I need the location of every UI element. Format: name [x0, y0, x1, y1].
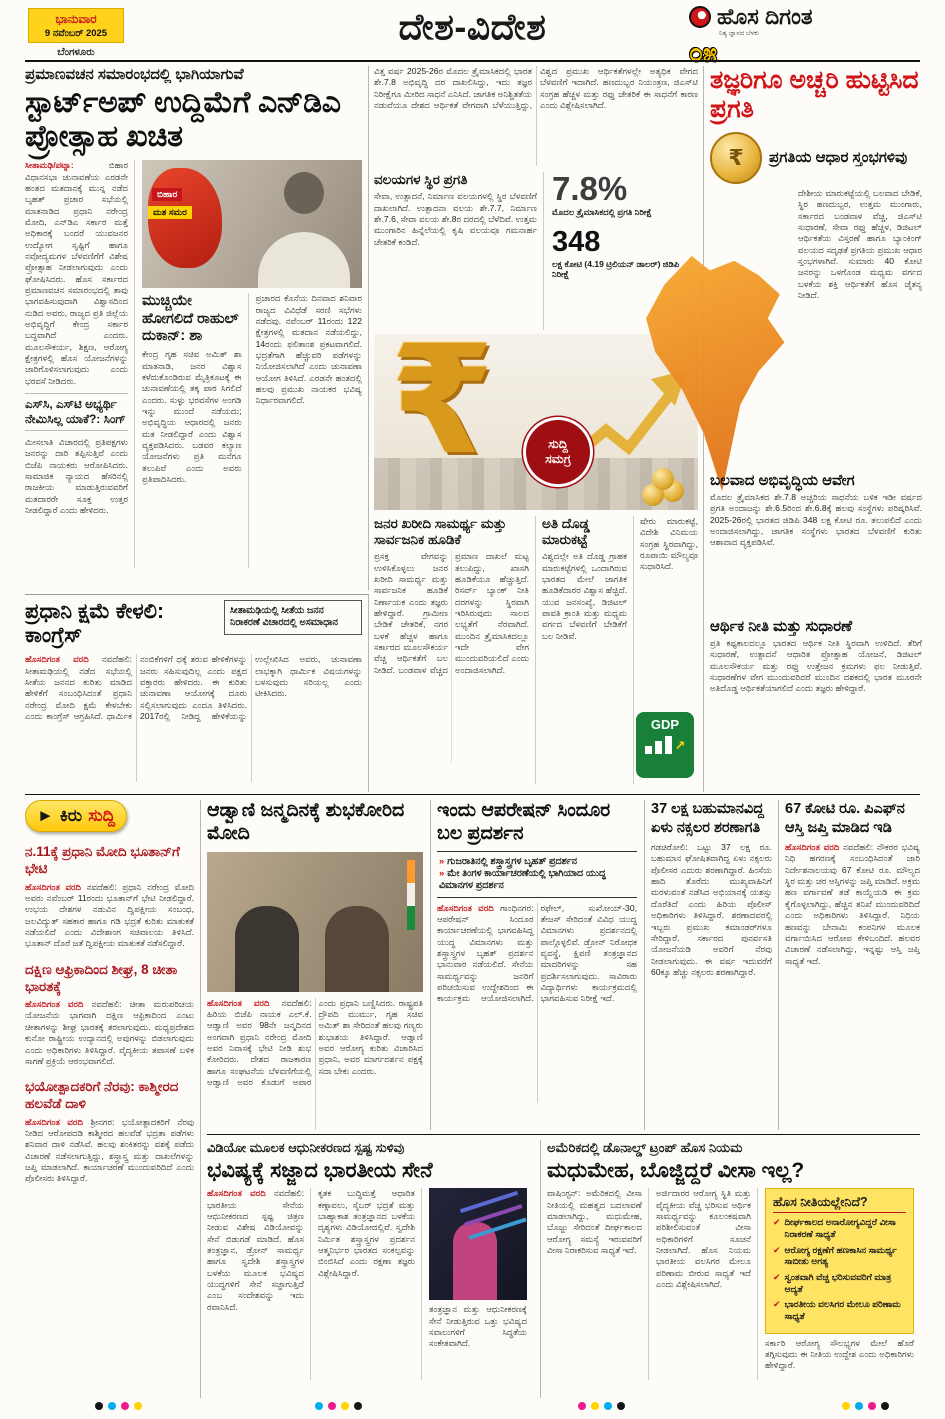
check-icon: ✔: [773, 1217, 781, 1228]
economy-sec4-body: ಷೇರು ಮಾರುಕಟ್ಟೆ, ವಿದೇಶಿ ವಿನಿಮಯ ಸಂಗ್ರಹ ಸ್ಥಿರವಾಗಿದ್ದು, ರೂಪಾಯಿ ಮೌಲ್ಯವೂ ಸುಧಾರಿಸಿದೆ.: [640, 516, 698, 572]
lead-body-col1: [25, 160, 128, 387]
stat-gdp-value: 348: [552, 225, 601, 258]
gdp-icon: [636, 712, 694, 778]
naxal-body: ಗಡಚಿರೋಲಿ: ಒಟ್ಟು 37 ಲಕ್ಷ ರೂ. ಬಹುಮಾನ ಘೋಷಿತವಾಗಿದ್ದ ಏಳು ನಕ್ಸಲರು ಪೊಲೀಸರ ಎದುರು ಶರಣಾಗಿದ್ದಾರೆ. ಹಿಂಸೆಯ ಹಾದಿ ತೊರೆದು ಮುಖ್ಯವಾಹಿನಿಗೆ ಮರಳುವಂತೆ ನಡೆಸಿದ ಅಭಿಯಾನಕ್ಕೆ ಯಶಸ್ಸು ದೊರೆತಿದೆ ಎಂದು ಹಿರಿಯ ಪೊಲೀಸ್ ಅಧಿಕಾರಿಗಳು ತಿಳಿಸಿದ್ದಾರೆ. ಶರಣಾದವರಲ್ಲಿ ಇಬ್ಬರು ಪ್ರಮುಖ ಕಮಾಂಡರ್‌ಗಳೂ ಸೇರಿದ್ದಾರೆ. ಸರ್ಕಾರದ ಪುನರ್ವಸತಿ ಯೋಜನೆಯಡಿ ಅವರಿಗೆ ನೆರವು ನೀಡಲಾಗುವುದು. ಈ ವರ್ಷ ಇದುವರೆಗೆ 60ಕ್ಕೂ ಹೆಚ್ಚು ನಕ್ಸಲರು ಶರಣಾಗಿದ್ದಾರೆ.: [651, 842, 772, 977]
briefs-column: [25, 800, 201, 1398]
ed-story: [785, 800, 920, 1130]
weekday-label: ಭಾನುವಾರ: [55, 12, 97, 26]
economy-sec1-body: ಸೇವಾ, ಉತ್ಪಾದನೆ, ನಿರ್ಮಾಣ ವಲಯಗಳಲ್ಲಿ ಸ್ಥಿರ ಬೆಳವಣಿಗೆ ದಾಖಲಾಗಿದೆ. ಉತ್ಪಾದನಾ ವಲಯ ಶೇ.7.7, ನಿರ್ಮಾಣ ಶೇ.7.6, ಸೇವಾ ವಲಯ ಶೇ.8ರ ದರದಲ್ಲಿ ಬೆಳೆದಿವೆ. ಉತ್ತಮ ಮುಂಗಾರಿನ ಹಿನ್ನೆಲೆಯಲ್ಲಿ ಕೃಷಿ ವಲಯವೂ ಗಮನಾರ್ಹ ಚೇತರಿಕೆ ಕಂಡಿದೆ.: [374, 191, 537, 247]
brief-title: ನ.11ಕ್ಕೆ ಪ್ರಧಾನಿ ಮೋದಿ ಭೂತಾನ್‌ಗೆ ಭೇಟಿ: [25, 844, 180, 877]
gdp-label: GDP: [650, 717, 680, 732]
brief-body-text: ಶ್ರೀನಗರ: ಭಯೋತ್ಪಾದಕರಿಗೆ ನೆರವು ನೀಡಿದ ಆರೋಪದಡಿ ಕಾಶ್ಮೀರದ ಹಲವೆಡೆ ಭದ್ರತಾ ಪಡೆಗಳು ಶನಿವಾರ ದಾಳಿ ನಡೆಸಿವೆ. ಹಲವು ಶಂಕಿತರನ್ನು ವಶಕ್ಕೆ ಪಡೆದು ವಿಚಾರಣೆ ನಡೆಸಲಾಗುತ್ತಿದ್ದು, ಶಸ್ತ್ರಾಸ್ತ್ರ ಮತ್ತು ದಾಖಲೆಗಳನ್ನು ಜಪ್ತಿ ಮಾಡಲಾಗಿದೆ. ಕಾರ್ಯಾಚರಣೆ ಮುಂದುವರಿದಿದೆ ಎಂದು ಪೊಲೀಸರು ತಿಳಿಸಿದ್ದಾರೆ.: [25, 1116, 194, 1184]
chevrons-icon: »: [439, 855, 445, 867]
edition-city: ಬೆಂಗಳೂರು: [57, 47, 95, 58]
map-label-election: ಮತ ಸಮರ: [148, 206, 192, 219]
registration-dots: [95, 1402, 142, 1410]
advani-body-text: ನವದೆಹಲಿ: ಹಿರಿಯ ಬಿಜೆಪಿ ನಾಯಕ ಎಲ್.ಕೆ. ಆಡ್ವಾಣಿ ಅವರ 98ನೇ ಜನ್ಮದಿನದ ಅಂಗವಾಗಿ ಪ್ರಧಾನಿ ನರೇಂದ್ರ ಮೋದಿ ಅವರ ನಿವಾಸಕ್ಕೆ ಭೇಟಿ ನೀಡಿ ಶುಭ ಕೋರಿದರು. ದೇಶದ ರಾಜಕಾರಣ ಹಾಗೂ ಸಂಘಟನೆಯ ಬೆಳವಣಿಗೆಯಲ್ಲಿ ಆಡ್ವಾಣಿ ಅವರ ಕೊಡುಗೆ ಅಪಾರ ಎಂದು ಪ್ರಧಾನಿ ಬಣ್ಣಿಸಿದರು. ರಾಷ್ಟ್ರಪತಿ ದ್ರೌಪದಿ ಮುರ್ಮು, ಗೃಹ ಸಚಿವ ಅಮಿತ್ ಶಾ ಸೇರಿದಂತೆ ಹಲವು ಗಣ್ಯರು ಶುಭಾಶಯ ತಿಳಿಸಿದ್ದಾರೆ. ಆಡ್ವಾಣಿ ಅವರ ಆರೋಗ್ಯ ಕುರಿತು ವಿಚಾರಿಸಿದ ಪ್ರಧಾನಿ, ಅವರ ಮಾರ್ಗದರ್ಶನ ಪಕ್ಷಕ್ಕೆ ಸದಾ ಬೇಕು ಎಂದರು.: [207, 997, 423, 1087]
ed-headline: 67 ಕೋಟಿ ರೂ. ಪಿಎಫ್‌ನ ಆಸ್ತಿ ಜಪ್ತಿ ಮಾಡಿದ ಇಡಿ: [785, 801, 905, 836]
chevrons-icon: »: [439, 867, 445, 879]
badge-line-2: ಸಮಗ್ರ: [545, 452, 571, 466]
brief-title: ಭಯೋತ್ಪಾದಕರಿಗೆ ನೆರವು: ಕಾಶ್ಮೀರದ ಹಲವೆಡೆ ದಾಳಿ: [25, 1079, 179, 1112]
modi-silhouette-body: [258, 232, 350, 288]
sindoor-headline: ಇಂದು ಆಪರೇಷನ್ ಸಿಂದೂರ ಬಲ ಪ್ರದರ್ಶನ: [437, 800, 611, 844]
army-body-col2: ಕೃತಕ ಬುದ್ಧಿಮತ್ತೆ ಆಧಾರಿತ ಕಣ್ಗಾವಲು, ಸೈಬರ್ ಭದ್ರತೆ ಮತ್ತು ಬಾಹ್ಯಾಕಾಶ ತಂತ್ರಜ್ಞಾನದ ಬಳಕೆಯ ದೃಶ್ಯಗಳು ವಿಡಿಯೋದಲ್ಲಿವೆ. ಸ್ವದೇಶಿ ನಿರ್ಮಿತ ಶಸ್ತ್ರಾಸ್ತ್ರಗಳ ಪ್ರದರ್ಶನ ಆತ್ಮನಿರ್ಭರ ಭಾರತದ ಸಂಕಲ್ಪವನ್ನು ಬಿಂಬಿಸಿದೆ ಎಂದು ರಕ್ಷಣಾ ತಜ್ಞರು ವಿಶ್ಲೇಷಿಸಿದ್ದಾರೆ.: [318, 1188, 415, 1278]
lead-body-col2: ಕೇಂದ್ರ ಗೃಹ ಸಚಿವ ಅಮಿತ್ ಶಾ ಮಾತನಾಡಿ, ಜನರ ವಿಶ್ವಾಸ ಕಳೆದುಕೊಂಡಿರುವ ಮೈತ್ರಿಕೂಟಕ್ಕೆ ಈ ಚುನಾವಣೆಯಲ್ಲಿ ತಕ್ಕ ಪಾಠ ಸಿಗಲಿದೆ ಎಂದರು. ಸುಳ್ಳು ಭರವಸೆಗಳ ಅಂಗಡಿ ಇನ್ನು ಮುಂದೆ ನಡೆಯದು; ಅಭಿವೃದ್ಧಿಯ ಆಧಾರದಲ್ಲಿ ಜನರು ಮತ ನೀಡಲಿದ್ದಾರೆ ಎಂದು ವಿಶ್ವಾಸ ವ್ಯಕ್ತಪಡಿಸಿದರು. ಬಡವರ ಕಲ್ಯಾಣ ಯೋಜನೆಗಳು ಪ್ರತಿ ಮನೆಗೂ ತಲುಪಿವೆ ಎಂದು ಅವರು ಪ್ರತಿಪಾದಿಸಿದರು.: [142, 349, 242, 485]
visa-box-item: ದೀರ್ಘಕಾಲದ ಅನಾರೋಗ್ಯವಿದ್ದರೆ ವೀಸಾ ನಿರಾಕರಣೆ ಸಾಧ್ಯತೆ: [784, 1217, 896, 1239]
analysis-sub1-body: ದೇಶೀಯ ಮಾರುಕಟ್ಟೆಯಲ್ಲಿ ಬಲವಾದ ಬೇಡಿಕೆ, ಸ್ಥಿರ ಹಣದುಬ್ಬರ, ಉತ್ತಮ ಮುಂಗಾರು, ಸರ್ಕಾರದ ಬಂಡವಾಳ ವೆಚ್ಚ, ಜಿಎಸ್‌ಟಿ ಸುಧಾರಣೆ, ಸೇವಾ ರಫ್ತು ಹೆಚ್ಚಳ, ಡಿಜಿಟಲ್ ಆರ್ಥಿಕತೆಯ ವಿಸ್ತರಣೆ ಹಾಗೂ ಬ್ಯಾಂಕಿಂಗ್ ವಲಯದ ಸದೃಢತೆ ಪ್ರಗತಿಯ ಪ್ರಮುಖ ಆಧಾರ ಸ್ತಂಭಗಳಾಗಿವೆ. ಸುಮಾರು 40 ಕೋಟಿ ಜನರನ್ನು ಒಳಗೊಂಡ ಮಧ್ಯಮ ವರ್ಗದ ಬಳಕೆಯ ಶಕ್ತಿ ಆರ್ಥಿಕತೆಗೆ ಹೊಸ ಚೈತನ್ಯ ನೀಡಿದೆ.: [798, 188, 922, 301]
lead-body-text-1: ಬಿಹಾರ ವಿಧಾನಸಭಾ ಚುನಾವಣೆಯ ಎರಡನೇ ಹಂತದ ಮತದಾನಕ್ಕೆ ಮುನ್ನ ನಡೆದ ಬೃಹತ್ ಪ್ರಚಾರ ಸಭೆಯಲ್ಲಿ ಮಾತನಾಡಿದ ಪ್ರಧಾನಿ ನರೇಂದ್ರ ಮೋದಿ, ಎನ್‌ಡಿಎ ಸರ್ಕಾರ ಮತ್ತೆ ಅಧಿಕಾರಕ್ಕೆ ಬಂದರೆ ಯುವಜನರ ಉದ್ಯೋಗ ಸೃಷ್ಟಿಗೆ ಹಾಗೂ ನವೋದ್ಯಮಗಳ ಬೆಳವಣಿಗೆಗೆ ವಿಶೇಷ ಪ್ರೋತ್ಸಾಹ ನೀಡಲಾಗುವುದು ಎಂದು ಘೋಷಿಸಿದರು. ಹೊಸ ಸರ್ಕಾರದ ಪ್ರಮಾಣವಚನ ಸಮಾರಂಭದಲ್ಲಿ ತಾವು ಭಾಗವಹಿಸುವುದಾಗಿ ವಿಶ್ವಾಸದಿಂದ ನುಡಿದ ಅವರು, ರಾಜ್ಯದ ಪ್ರತಿ ಜಿಲ್ಲೆಯ ಅಭಿವೃದ್ಧಿಗೆ ಕೇಂದ್ರ ಸರ್ಕಾರ ಬದ್ಧವಾಗಿದೆ ಎಂದರು. ಮೂಲಸೌಕರ್ಯ, ಶಿಕ್ಷಣ, ಆರೋಗ್ಯ ಕ್ಷೇತ್ರಗಳಲ್ಲಿ ಹೊಸ ಯೋಜನೆಗಳನ್ನು ಜಾರಿಗೊಳಿಸಲಾಗುವುದು ಎಂದು ಭರವಸೆ ನೀಡಿದರು.: [25, 160, 128, 386]
army-body-text-1: ನವದೆಹಲಿ: ಭಾರತೀಯ ಸೇನೆಯ ಆಧುನೀಕರಣದ ಸ್ಪಷ್ಟ ಚಿತ್ರಣ ನೀಡುವ ವಿಶೇಷ ವಿಡಿಯೋವನ್ನು ಸೇನೆ ಬಿಡುಗಡೆ ಮಾಡಿದೆ. ಹೊಸ ತಂತ್ರಜ್ಞಾನ, ಡ್ರೋನ್ ಸಾಮರ್ಥ್ಯ ಹಾಗೂ ಸ್ವದೇಶಿ ಶಸ್ತ್ರಾಸ್ತ್ರಗಳ ಬಳಕೆಯ ಮೂಲಕ ಭವಿಷ್ಯದ ಯುದ್ಧಗಳಿಗೆ ಸೇನೆ ಸಜ್ಜಾಗುತ್ತಿದೆ ಎಂಬ ಸಂದೇಶವನ್ನು ಇದು ರವಾನಿಸಿದೆ.: [207, 1188, 304, 1312]
registration-dots: [578, 1402, 625, 1410]
lead-kicker: ಪ್ರಮಾಣವಚನ ಸಮಾರಂಭದಲ್ಲಿ ಭಾಗಿಯಾಗುವೆ: [25, 66, 244, 83]
brief-title: ದಕ್ಷಿಣ ಆಫ್ರಿಕಾದಿಂದ ಶೀಘ್ರ, 8 ಚೀತಾ ಭಾರತಕ್ಕೆ: [25, 961, 178, 994]
congress-body-text: ನವದೆಹಲಿ: ಸೀತಾಮಢಿಯಲ್ಲಿ ನಡೆದ ಸಭೆಯಲ್ಲಿ ಸೀತೆಯ ಜನನದ ಕುರಿತು ಮಾಡಿದ ಹೇಳಿಕೆಗೆ ಸಂಬಂಧಿಸಿದಂತೆ ಪ್ರಧಾನಿ ನರೇಂದ್ರ ಮೋದಿ ಕ್ಷಮೆ ಕೇಳಬೇಕು ಎಂದು ಕಾಂಗ್ರೆಸ್ ಆಗ್ರಹಿಸಿದೆ. ಧಾರ್ಮಿಕ ನಂಬಿಕೆಗಳಿಗೆ ಧಕ್ಕೆ ತರುವ ಹೇಳಿಕೆಗಳನ್ನು ಜನರು ಸಹಿಸುವುದಿಲ್ಲ ಎಂದು ಪಕ್ಷದ ವಕ್ತಾರರು ಹೇಳಿದರು. ಈ ಕುರಿತು ಚುನಾವಣಾ ಆಯೋಗಕ್ಕೆ ದೂರು ಸಲ್ಲಿಸಲಾಗುವುದು ಎಂದೂ ತಿಳಿಸಿದರು. 2017ರಲ್ಲಿ ನೀಡಿದ್ದ ಹೇಳಿಕೆಯನ್ನು ಉಲ್ಲೇಖಿಸಿದ ಅವರು, ಚುನಾವಣಾ ಲಾಭಕ್ಕಾಗಿ ಧಾರ್ಮಿಕ ವಿಷಯಗಳನ್ನು ಬಳಸುವುದು ಸರಿಯಲ್ಲ ಎಂದು ಟೀಕಿಸಿದರು.: [25, 654, 362, 721]
sindoor-deck: [437, 851, 637, 898]
modi-silhouette: [284, 172, 324, 214]
congress-story: [25, 594, 369, 792]
visa-story: [547, 1140, 920, 1398]
coin-rupee-icon: ₹: [710, 132, 762, 184]
economy-intro: ವಿತ್ತ ವರ್ಷ 2025-26ರ ಮೊದಲ ತ್ರೈಮಾಸಿಕದಲ್ಲಿ ಭಾರತ ಶೇ.7.8 ಅಭಿವೃದ್ಧಿ ದರ ದಾಖಲಿಸಿದ್ದು, ಇದು ತಜ್ಞರ ನಿರೀಕ್ಷೆಗೂ ಮೀರಿದ ಸಾಧನೆ ಎನಿಸಿದೆ. ಜಾಗತಿಕ ಅನಿಶ್ಚಿತತೆಯ ನಡುವೆಯೂ ದೇಶದ ಆರ್ಥಿಕತೆ ವೇಗವಾಗಿ ಬೆಳೆಯುತ್ತಿದ್ದು, ವಿಶ್ವದ ಪ್ರಮುಖ ಆರ್ಥಿಕತೆಗಳಲ್ಲೇ ಅತ್ಯಧಿಕ ವೇಗದ ಬೆಳವಣಿಗೆ ಇದಾಗಿದೆ. ಹಣದುಬ್ಬರ ನಿಯಂತ್ರಣ, ಜಿಎಸ್‌ಟಿ ಸಂಗ್ರಹ ಹೆಚ್ಚಳ ಮತ್ತು ರಫ್ತು ಚೇತರಿಕೆ ಈ ಸಾಧನೆಗೆ ಕಾರಣ ಎಂದು ವಿಶ್ಲೇಷಿಸಲಾಗಿದೆ.: [374, 66, 698, 111]
brief-body: [25, 882, 194, 950]
analysis-sub2-title: ಬಲವಾದ ಅಭಿವೃದ್ಧಿಯ ಆವೇಗ: [710, 472, 855, 489]
masthead-logo-icon: [689, 6, 711, 28]
stat-gdp-caption: ಲಕ್ಷ ಕೋಟಿ (4.19 ಟ್ರಿಲಿಯನ್ ಡಾಲರ್) ಜಿಡಿಪಿ ನಿರೀಕ್ಷೆ: [552, 258, 680, 280]
congress-headline: ಪ್ರಧಾನಿ ಕ್ಷಮೆ ಕೇಳಲಿ: ಕಾಂಗ್ರೆಸ್: [25, 600, 165, 648]
brief-byline: ಹೊಸದಿಗಂತ ವರದಿ: [25, 1116, 84, 1127]
check-icon: ✔: [773, 1299, 781, 1310]
growth-analysis-story: [710, 66, 922, 792]
visa-box-item: ಭಾರತೀಯ ವಲಸಿಗರ ಮೇಲೂ ಪರಿಣಾಮ ಸಾಧ್ಯತೆ: [784, 1299, 901, 1321]
registration-dots: [842, 1402, 889, 1410]
visa-body-col1: ವಾಷಿಂಗ್ಟನ್: ಅಮೆರಿಕದಲ್ಲಿ ವೀಸಾ ನೀತಿಯಲ್ಲಿ ಮಹತ್ವದ ಬದಲಾವಣೆ ಮಾಡಲಾಗಿದ್ದು, ಮಧುಮೇಹ, ಬೊಜ್ಜು ಸೇರಿದಂತೆ ದೀರ್ಘಕಾಲದ ಆರೋಗ್ಯ ಸಮಸ್ಯೆ ಇರುವವರಿಗೆ ವೀಸಾ ನಿರಾಕರಿಸುವ ಸಾಧ್ಯತೆ ಇದೆ.: [547, 1188, 642, 1255]
visa-box-item: ಸ್ವಂತವಾಗಿ ವೆಚ್ಚ ಭರಿಸುವವರಿಗೆ ಮಾತ್ರ ಆದ್ಯತೆ: [784, 1271, 892, 1294]
economy-sec3-body: ವಿಶ್ವದಲ್ಲೇ ಅತಿ ದೊಡ್ಡ ಗ್ರಾಹಕ ಮಾರುಕಟ್ಟೆಗಳಲ್ಲಿ ಒಂದಾಗಿರುವ ಭಾರತದ ಮೇಲೆ ಜಾಗತಿಕ ಹೂಡಿಕೆದಾರರ ವಿಶ್ವಾಸ ಹೆಚ್ಚಿದೆ. ಯುವ ಜನಸಂಖ್ಯೆ, ಡಿಜಿಟಲ್ ಪಾವತಿ ಕ್ರಾಂತಿ ಮತ್ತು ಮಧ್ಯಮ ವರ್ಗದ ಬೆಳವಣಿಗೆ ಬೇಡಿಕೆಗೆ ಬಲ ನೀಡಿವೆ.: [542, 551, 627, 641]
rupee-graphic-scene: [374, 334, 698, 510]
coin-icon: [652, 468, 674, 490]
economy-sec2-title: ಜನರ ಖರೀದಿ ಸಾಮರ್ಥ್ಯ ಮತ್ತು ಸಾರ್ವಜನಿಕ ಹೂಡಿಕೆ: [374, 516, 507, 548]
check-icon: ✔: [773, 1271, 781, 1282]
analysis-sub3-body: ಪ್ರತಿ ಕಷ್ಟಕಾಲದಲ್ಲೂ ಭಾರತದ ಆರ್ಥಿಕ ನೀತಿ ಸ್ಥಿರವಾಗಿ ಉಳಿದಿದೆ. ತೆರಿಗೆ ಸುಧಾರಣೆ, ಉತ್ಪಾದನೆ ಆಧಾರಿತ ಪ್ರೋತ್ಸಾಹ ಯೋಜನೆ, ಡಿಜಿಟಲ್ ಮೂಲಸೌಕರ್ಯ ಮತ್ತು ರಫ್ತು ಉತ್ತೇಜನ ಕ್ರಮಗಳು ಫಲ ನೀಡುತ್ತಿವೆ. ಸುಧಾರಣೆಗಳ ವೇಗ ಮುಂದುವರಿದರೆ ಮುಂದಿನ ದಶಕದಲ್ಲಿ ಭಾರತ ಮೂರನೇ ಅತಿದೊಡ್ಡ ಆರ್ಥಿಕತೆಯಾಗಲಿದೆ ಎಂದು ತಜ್ಞರು ಹೇಳಿದ್ದಾರೆ.: [710, 638, 922, 694]
sindoor-bullet-1: ಗುಜರಾತಿನಲ್ಲಿ ಶಸ್ತ್ರಾಸ್ತ್ರಗಳ ಬೃಹತ್ ಪ್ರದರ್ಶನ: [447, 855, 578, 867]
sindoor-body: [437, 903, 637, 1103]
army-byline: ಹೊಸದಿಗಂತ ವರದಿ: [207, 1188, 266, 1199]
army-photo: [429, 1188, 527, 1300]
congress-deck-box: ಸೀತಾಮಢಿಯಲ್ಲಿ ಸೀತೆಯ ಜನನ ನಿರಾಕರಣೆ ವಿಚಾರದಲ್ಲಿ ಅಸಮಾಧಾನ: [224, 600, 362, 635]
advani-photo: [207, 852, 423, 992]
sindoor-body-text: ಗಾಂಧಿನಗರ: ಆಪರೇಷನ್ ಸಿಂದೂರ ಕಾರ್ಯಾಚರಣೆಯಲ್ಲಿ ಭಾಗವಹಿಸಿದ್ದ ಯುದ್ಧ ವಿಮಾನಗಳು ಮತ್ತು ಶಸ್ತ್ರಾಸ್ತ್ರಗಳ ಬೃಹತ್ ಪ್ರದರ್ಶನ ಭಾನುವಾರ ನಡೆಯಲಿದೆ. ಸೇನೆಯ ಸಾಮರ್ಥ್ಯವನ್ನು ಜನರಿಗೆ ಪರಿಚಯಿಸುವ ಉದ್ದೇಶದಿಂದ ಈ ಕಾರ್ಯಕ್ರಮ ಆಯೋಜಿಸಲಾಗಿದೆ. ರಫೇಲ್, ಸುಖೋಯ್-30, ತೇಜಸ್ ಸೇರಿದಂತೆ ವಿವಿಧ ಯುದ್ಧ ವಿಮಾನಗಳು ಪ್ರದರ್ಶನದಲ್ಲಿ ಪಾಲ್ಗೊಳ್ಳಲಿವೆ. ಡ್ರೋನ್ ನಿರೋಧಕ ವ್ಯವಸ್ಥೆ, ಕ್ಷಿಪಣಿ ತಂತ್ರಜ್ಞಾನದ ಮಾದರಿಗಳನ್ನು ಸಹ ಪ್ರದರ್ಶಿಸಲಾಗುವುದು. ಸಾವಿರಾರು ವಿದ್ಯಾರ್ಥಿಗಳು ಕಾರ್ಯಕ್ರಮದಲ್ಲಿ ಭಾಗವಹಿಸುವ ನಿರೀಕ್ಷೆ ಇದೆ.: [437, 902, 637, 1004]
figure-silhouette: [235, 906, 299, 992]
congress-body: [25, 654, 362, 782]
masthead-tagline: ನಿತ್ಯ ಜ್ಞಾನದ ಬೆಳಕು: [719, 30, 760, 37]
lead-photo: [142, 160, 362, 288]
economy-sec1-title: ವಲಯಗಳ ಸ್ಥಿರ ಪ್ರಗತಿ: [374, 172, 468, 187]
visa-headline: ಮಧುಮೇಹ, ಬೊಜ್ಜಿದ್ದರೆ ವೀಸಾ ಇಲ್ಲ?: [547, 1159, 805, 1182]
naxal-story: [651, 800, 779, 1130]
advani-headline: ಆಡ್ವಾಣಿ ಜನ್ಮದಿನಕ್ಕೆ ಶುಭಕೋರಿದ ಮೋದಿ: [207, 800, 405, 844]
briefs-badge-label-a: ಕಿರು: [59, 806, 83, 825]
brief-byline: ಹೊಸದಿಗಂತ ವರದಿ: [25, 999, 84, 1010]
brief-body: [25, 1117, 194, 1185]
page-title: ದೇಶ-ವಿದೇಶ: [398, 6, 547, 47]
army-body-col3: ತಂತ್ರಜ್ಞಾನ ಮತ್ತು ಆಧುನೀಕರಣಕ್ಕೆ ಸೇನೆ ನೀಡುತ್ತಿರುವ ಒತ್ತು ಭವಿಷ್ಯದ ಸವಾಲುಗಳಿಗೆ ಸಿದ್ಧತೆಯ ಸಂಕೇತವಾಗಿದೆ.: [429, 1304, 527, 1349]
check-icon: ✔: [773, 1244, 781, 1255]
lead-subheadline-1: ಮುಚ್ಚಿಯೇ ಹೋಗಲಿದೆ ರಾಹುಲ್ ದುಕಾನ್: ಶಾ: [142, 293, 239, 344]
masthead: [689, 4, 917, 68]
gdp-bars-icon: [636, 736, 694, 754]
economy-sec3-title: ಅತಿ ದೊಡ್ಡ ಮಾರುಕಟ್ಟೆ: [542, 516, 590, 548]
brief-body: [25, 999, 194, 1067]
header-rule: [25, 60, 920, 62]
brief-body-text: ನವದೆಹಲಿ: ಚೀತಾ ಮರುಪರಿಚಯ ಯೋಜನೆಯ ಭಾಗವಾಗಿ ದಕ್ಷಿಣ ಆಫ್ರಿಕಾದಿಂದ ಎಂಟು ಚೀತಾಗಳನ್ನು ಶೀಘ್ರ ಭಾರತಕ್ಕೆ ತರಲಾಗುವುದು. ಮಧ್ಯಪ್ರದೇಶದ ಕುನೋ ರಾಷ್ಟ್ರೀಯ ಉದ್ಯಾನದಲ್ಲಿ ಅವುಗಳನ್ನು ಬಿಡಲಾಗುವುದು ಎಂದು ಅಧಿಕಾರಿಗಳು ತಿಳಿಸಿದ್ದಾರೆ. ವೈದ್ಯಕೀಯ ತಪಾಸಣೆ ಬಳಿಕ ಸಾಗಣೆ ಪ್ರಕ್ರಿಯೆ ಆರಂಭವಾಗಲಿದೆ.: [25, 999, 194, 1066]
sindoor-byline: ಹೊಸದಿಗಂತ ವರದಿ: [437, 902, 494, 913]
soldier-figure-graphic: [453, 1222, 497, 1300]
advani-story: [207, 800, 431, 1130]
sindoor-story: [437, 800, 645, 1130]
visa-kicker: ಅಮೆರಿಕದಲ್ಲಿ ಡೊನಾಲ್ಡ್ ಟ್ರಂಪ್ ಹೊಸ ನಿಯಮ: [547, 1140, 743, 1155]
figure-silhouette: [325, 906, 389, 992]
masthead-name: ಹೊಸ ದಿಗಂತ: [717, 4, 813, 29]
army-body-col1: [207, 1188, 304, 1313]
briefs-badge: [25, 800, 127, 832]
brief-body-text: ನವದೆಹಲಿ: ಪ್ರಧಾನಿ ನರೇಂದ್ರ ಮೋದಿ ಅವರು ನವೆಂಬರ್ 11ರಂದು ಭೂತಾನ್‌ಗೆ ಭೇಟಿ ನೀಡಲಿದ್ದಾರೆ. ಉಭಯ ದೇಶಗಳ ನಡುವಿನ ದ್ವಿಪಕ್ಷೀಯ ಸಂಬಂಧ, ಜಲವಿದ್ಯುತ್ ಸಹಕಾರ ಹಾಗೂ ಗಡಿ ಭದ್ರತೆ ಕುರಿತು ಮಾತುಕತೆ ನಡೆಯಲಿದೆ ಎಂದು ವಿದೇಶಾಂಗ ಸಚಿವಾಲಯ ತಿಳಿಸಿದೆ. ಭೂತಾನ್ ದೊರೆ ಜತೆ ದ್ವಿಪಕ್ಷೀಯ ಮಾತುಕತೆ ನಡೆಸಲಿದ್ದಾರೆ.: [25, 881, 194, 949]
analysis-sub1-title: ಪ್ರಗತಿಯ ಆಧಾರ ಸ್ತಂಭಗಳಿವು: [769, 149, 908, 166]
stat-growth-value: 7.8%: [552, 172, 628, 207]
economy-sec2-body: ಪ್ರಸಕ್ತ ವೇಗವನ್ನು ಉಳಿಸಿಕೊಳ್ಳಲು ಜನರ ಖರೀದಿ ಸಾಮರ್ಥ್ಯ ಮತ್ತು ಸಾರ್ವಜನಿಕ ಹೂಡಿಕೆ ನಿರ್ಣಾಯಕ ಎಂದು ತಜ್ಞರು ಹೇಳಿದ್ದಾರೆ. ಗ್ರಾಮೀಣ ಬೇಡಿಕೆ ಚೇತರಿಕೆ, ನಗರ ಬಳಕೆ ಹೆಚ್ಚಳ ಹಾಗೂ ಸರ್ಕಾರದ ಮೂಲಸೌಕರ್ಯ ವೆಚ್ಚ ಆರ್ಥಿಕತೆಗೆ ಬಲ ನೀಡಿದೆ. ಬಂಡವಾಳ ವೆಚ್ಚದ ಪ್ರಮಾಣ ದಾಖಲೆ ಮಟ್ಟ ತಲುಪಿದ್ದು, ಖಾಸಗಿ ಹೂಡಿಕೆಯೂ ಹೆಚ್ಚುತ್ತಿದೆ. ರಿಸರ್ವ್ ಬ್ಯಾಂಕ್ ನೀತಿ ದರಗಳನ್ನು ಸ್ಥಿರವಾಗಿ ಇರಿಸಿರುವುದು ಸಾಲದ ಲಭ್ಯತೆಗೆ ನೆರವಾಗಿದೆ. ಮುಂದಿನ ತ್ರೈಮಾಸಿಕದಲ್ಲೂ ಇದೇ ವೇಗ ಮುಂದುವರಿಯಲಿದೆ ಎಂದು ಅಂದಾಜಿಸಲಾಗಿದೆ.: [374, 551, 529, 675]
visa-body-col2: ಅರ್ಜಿದಾರರ ಆರೋಗ್ಯ ಸ್ಥಿತಿ ಮತ್ತು ವೈದ್ಯಕೀಯ ವೆಚ್ಚ ಭರಿಸುವ ಆರ್ಥಿಕ ಸಾಮರ್ಥ್ಯವನ್ನು ಕೂಲಂಕಷವಾಗಿ ಪರಿಶೀಲಿಸುವಂತೆ ವೀಸಾ ಅಧಿಕಾರಿಗಳಿಗೆ ಸೂಚನೆ ನೀಡಲಾಗಿದೆ. ಹೊಸ ನಿಯಮ ಭಾರತೀಯ ವಲಸಿಗರ ಮೇಲೂ ಪರಿಣಾಮ ಬೀರುವ ಸಾಧ್ಯತೆ ಇದೆ ಎಂದು ವಿಶ್ಲೇಷಿಸಲಾಗಿದೆ.: [656, 1188, 751, 1289]
army-headline: ಭವಿಷ್ಯಕ್ಕೆ ಸಜ್ಜಾದ ಭಾರತೀಯ ಸೇನೆ: [207, 1159, 433, 1182]
visa-box-item: ಆರೋಗ್ಯ ರಕ್ಷಣೆಗೆ ಹಣಕಾಸಿನ ಸಾಮರ್ಥ್ಯ ಸಾಬೀತು ಅಗತ್ಯ: [784, 1244, 897, 1267]
news-roundup-badge: [526, 420, 590, 484]
naxal-headline: 37 ಲಕ್ಷ ಬಹುಮಾನವಿದ್ದ ಏಳು ನಕ್ಸಲರ ಶರಣಾಗತಿ: [651, 801, 764, 836]
analysis-headline: ತಜ್ಞರಿಗೂ ಅಚ್ಚರಿ ಹುಟ್ಟಿಸಿದ ಪ್ರಗತಿ: [710, 66, 919, 123]
ed-body-text: ನವದೆಹಲಿ: ನೌಕರರ ಭವಿಷ್ಯ ನಿಧಿ ಹಗರಣಕ್ಕೆ ಸಂಬಂಧಿಸಿದಂತೆ ಜಾರಿ ನಿರ್ದೇಶನಾಲಯವು 67 ಕೋಟಿ ರೂ. ಮೌಲ್ಯದ ಸ್ಥಿರ ಮತ್ತು ಚರ ಆಸ್ತಿಗಳನ್ನು ಜಪ್ತಿ ಮಾಡಿದೆ. ಅಕ್ರಮ ಹಣ ವರ್ಗಾವಣೆ ತಡೆ ಕಾಯ್ದೆಯಡಿ ಈ ಕ್ರಮ ಕೈಗೊಳ್ಳಲಾಗಿದ್ದು, ಹೆಚ್ಚಿನ ತನಿಖೆ ಮುಂದುವರಿದಿದೆ ಎಂದು ಅಧಿಕಾರಿಗಳು ತಿಳಿಸಿದ್ದಾರೆ. ನಿಧಿಯ ಹಣವನ್ನು ಬೇನಾಮಿ ಕಂಪನಿಗಳ ಮೂಲಕ ವರ್ಗಾಯಿಸಿದ ಆರೋಪ ಕೇಳಿಬಂದಿದೆ. ಹಲವರ ವಿಚಾರಣೆ ನಡೆಸಲಾಗಿದ್ದು, ಇನ್ನಷ್ಟು ಆಸ್ತಿ ಜಪ್ತಿ ಸಾಧ್ಯತೆ ಇದೆ.: [785, 842, 920, 966]
lead-body-text-2: ಮೀಸಲಾತಿ ವಿಚಾರದಲ್ಲಿ ಪ್ರತಿಪಕ್ಷಗಳು ಜನರನ್ನು ದಾರಿ ತಪ್ಪಿಸುತ್ತಿವೆ ಎಂದು ಬಿಜೆಪಿ ನಾಯಕರು ಆರೋಪಿಸಿದರು. ಸಾಮಾಜಿಕ ನ್ಯಾಯದ ಹೆಸರಿನಲ್ಲಿ ರಾಜಕೀಯ ಮಾಡುತ್ತಿರುವವರಿಗೆ ಮತದಾರರೇ ಸೂಕ್ತ ಉತ್ತರ ನೀಡಲಿದ್ದಾರೆ ಎಂದು ಹೇಳಿದರು.: [25, 437, 128, 516]
visa-info-box: [765, 1188, 914, 1334]
brief-byline: ಹೊಸದಿಗಂತ ವರದಿ: [25, 881, 82, 892]
army-story: [207, 1140, 541, 1398]
sindoor-bullet-2: ಮೇ ತಿಂಗಳ ಕಾರ್ಯಾಚರಣೆಯಲ್ಲಿ ಭಾಗಿಯಾದ ಯುದ್ಧ ವಿಮಾನಗಳ ಪ್ರದರ್ಶನ: [439, 867, 606, 892]
registration-dots: [315, 1402, 362, 1410]
visa-body-col3: ಸರ್ಕಾರಿ ಆರೋಗ್ಯ ಸೌಲಭ್ಯಗಳ ಮೇಲೆ ಹೊರೆ ತಗ್ಗಿಸುವುದು ಈ ನೀತಿಯ ಉದ್ದೇಶ ಎಂದು ಅಧಿಕಾರಿಗಳು ಹೇಳಿದ್ದಾರೆ.: [765, 1337, 914, 1371]
badge-line-1: ಸುದ್ದಿ: [548, 437, 568, 451]
lead-dateline: ಸೀತಾಮಢಿ/ಪಟ್ನಾ:: [25, 160, 74, 171]
section-rule: [25, 794, 920, 795]
analysis-sub3-title: ಆರ್ಥಿಕ ನೀತಿ ಮತ್ತು ಸುಧಾರಣೆ: [710, 618, 853, 635]
ed-body: [785, 842, 920, 1092]
advani-body: [207, 998, 423, 1130]
rupee-symbol-graphic: ₹: [390, 334, 495, 488]
light-streaks-graphic: [460, 1191, 518, 1213]
congress-byline: ಹೊಸದಿಗಂತ ವರದಿ: [25, 654, 89, 665]
date-label: 9 ನವೆಂಬರ್ 2025: [44, 28, 108, 39]
economy-feature: [374, 66, 704, 792]
gdp-up-arrow-icon: ↗: [674, 738, 686, 753]
advani-byline: ಹೊಸದಿಗಂತ ವರದಿ: [207, 997, 270, 1008]
page-number: ೦೫: [689, 39, 718, 67]
briefs-badge-label-b: ಸುದ್ದಿ: [88, 806, 116, 825]
section-rule: [207, 1134, 920, 1135]
ed-byline: ಹೊಸದಿಗಂತ ವರದಿ: [785, 842, 840, 853]
pointer-icon: ►: [37, 806, 54, 825]
lead-story: [25, 66, 369, 590]
map-label-bihar: ಬಿಹಾರ: [152, 188, 182, 201]
lead-body-col3: ಪ್ರಚಾರದ ಕೊನೆಯ ದಿನವಾದ ಶನಿವಾರ ರಾಜ್ಯದ ವಿವಿಧೆಡೆ ಸರಣಿ ಸಭೆಗಳು ನಡೆದವು. ನವೆಂಬರ್ 11ರಂದು 122 ಕ್ಷೇತ್ರಗಳಲ್ಲಿ ಮತದಾನ ನಡೆಯಲಿದ್ದು, 14ರಂದು ಫಲಿತಾಂಶ ಪ್ರಕಟವಾಗಲಿದೆ. ಭದ್ರತೆಗಾಗಿ ಹೆಚ್ಚುವರಿ ಪಡೆಗಳನ್ನು ನಿಯೋಜಿಸಲಾಗಿದೆ ಎಂದು ಚುನಾವಣಾ ಆಯೋಗ ತಿಳಿಸಿದೆ. ಎರಡನೇ ಹಂತದಲ್ಲಿ ಹಲವು ಪ್ರಮುಖ ನಾಯಕರ ಭವಿಷ್ಯ ನಿರ್ಧಾರವಾಗಲಿದೆ.: [255, 293, 362, 406]
stat-growth-caption: ಮೊದಲ ತ್ರೈಮಾಸಿಕದಲ್ಲಿ ಪ್ರಗತಿ ನಿರೀಕ್ಷೆ: [552, 207, 652, 217]
lead-headline: ಸ್ಟಾರ್ಟ್‌ಅಪ್ ಉದ್ದಿಮೆಗೆ ಎನ್‌ಡಿಎ ಪ್ರೋತ್ಸಾಹ ಖಚಿತ: [25, 86, 341, 153]
army-kicker: ವಿಡಿಯೋ ಮೂಲಕ ಆಧುನೀಕರಣದ ಸ್ಪಷ್ಟ ಸುಳಿವು: [207, 1140, 405, 1155]
analysis-sub2-body: ಮೊದಲ ತ್ರೈಮಾಸಿಕದ ಶೇ.7.8 ಅಚ್ಚರಿಯ ಸಾಧನೆಯ ಬಳಿಕ ಇಡೀ ವರ್ಷದ ಪ್ರಗತಿ ಅಂದಾಜನ್ನು ಶೇ.6.5ರಿಂದ ಶೇ.6.8ಕ್ಕೆ ಹಲವು ಸಂಸ್ಥೆಗಳು ಪರಿಷ್ಕರಿಸಿವೆ. 2025-26ರಲ್ಲಿ ಭಾರತದ ಜಿಡಿಪಿ 348 ಲಕ್ಷ ಕೋಟಿ ರೂ. ತಲುಪಲಿದೆ ಎಂದು ಅಂದಾಜಿಸಲಾಗಿದ್ದು, ಜಾಗತಿಕ ಸಂಸ್ಥೆಗಳು ಭಾರತದ ಬೆಳವಣಿಗೆ ಕುರಿತು ಆಶಾವಾದ ವ್ಯಕ್ತಪಡಿಸಿವೆ.: [710, 492, 922, 548]
lead-subheadline-2: ಎಸ್‌ಸಿ, ಎಸ್‌ಟಿ ಅಭ್ಯರ್ಥಿ ನೇಮಿಸಿಲ್ಲ ಯಾಕೆ?: ಸಿಂಗ್: [25, 393, 128, 431]
visa-box-title: ಹೊಸ ನೀತಿಯಲ್ಲೇನಿದೆ?: [773, 1195, 906, 1213]
flag-graphic: [407, 860, 415, 930]
